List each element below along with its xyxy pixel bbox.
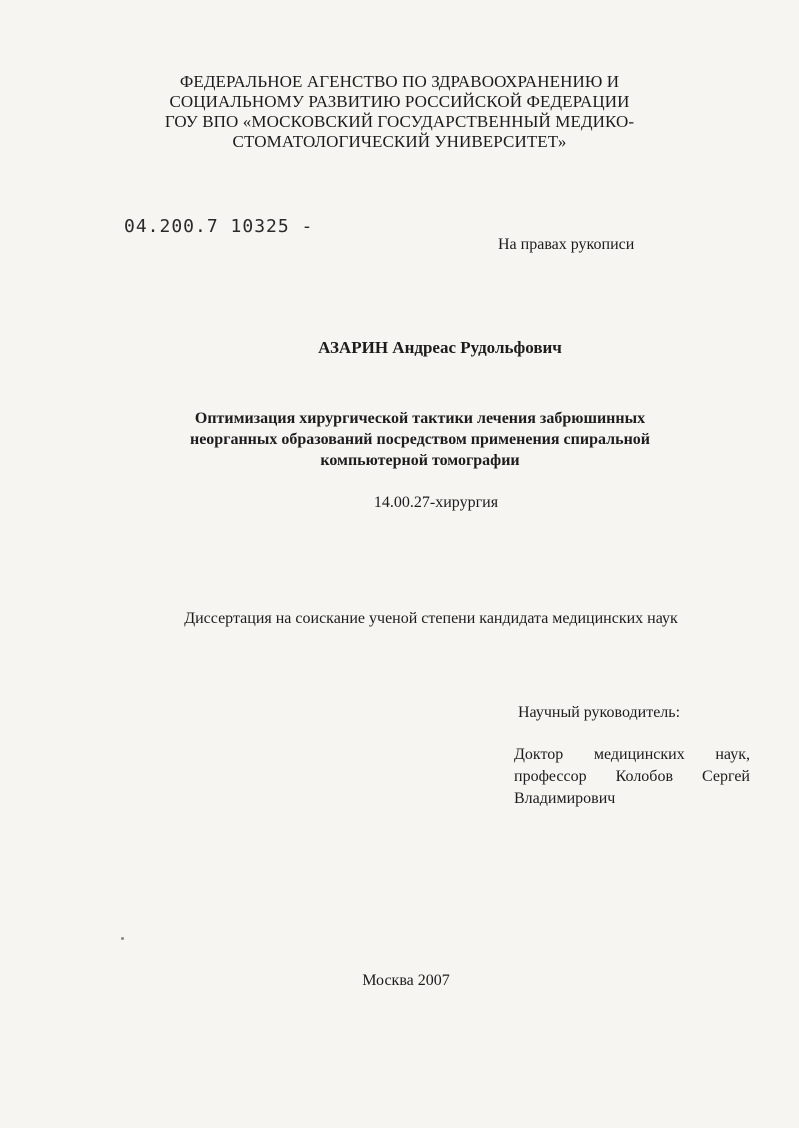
header-line-1: ФЕДЕРАЛЬНОЕ АГЕНСТВО ПО ЗДРАВООХРАНЕНИЮ И xyxy=(179,72,620,91)
supervisor-line-3: Владимирович xyxy=(514,790,616,807)
scan-speck xyxy=(121,937,124,940)
manuscript-rights: На правах рукописи xyxy=(498,236,635,253)
dissertation-title xyxy=(120,408,720,471)
title-line-2: неорганных образований посредством применения спиральной xyxy=(189,431,651,448)
header-line-2: СОЦИАЛЬНОМУ РАЗВИТИЮ РОССИЙСКОЙ ФЕДЕРАЦИИ xyxy=(169,92,630,111)
organization-header xyxy=(0,72,799,152)
supervisor-info xyxy=(514,744,750,810)
specialty-code: 14.00.27-хирургия xyxy=(373,494,499,511)
city-year: Москва 2007 xyxy=(362,972,450,989)
header-line-4: СТОМАТОЛОГИЧЕСКИЙ УНИВЕРСИТЕТ» xyxy=(232,132,567,151)
supervisor-label: Научный руководитель: xyxy=(518,704,681,721)
header-line-3: ГОУ ВПО «МОСКОВСКИЙ ГОСУДАРСТВЕННЫЙ МЕДИКО- xyxy=(164,112,635,131)
author-name: АЗАРИН Андреас Рудольфович xyxy=(318,338,562,357)
degree-statement: Диссертация на соискание ученой степени кандидата медицинских наук xyxy=(184,610,678,627)
title-line-3: компьютерной томографии xyxy=(320,452,520,469)
supervisor-line-1: Доктор медицинских наук, xyxy=(514,746,750,763)
registration-stamp: 04.200.7 10325 - xyxy=(124,216,314,237)
title-line-1: Оптимизация хирургической тактики лечения забрюшинных xyxy=(194,410,646,427)
supervisor-line-2: профессор Колобов Сергей xyxy=(514,768,750,785)
